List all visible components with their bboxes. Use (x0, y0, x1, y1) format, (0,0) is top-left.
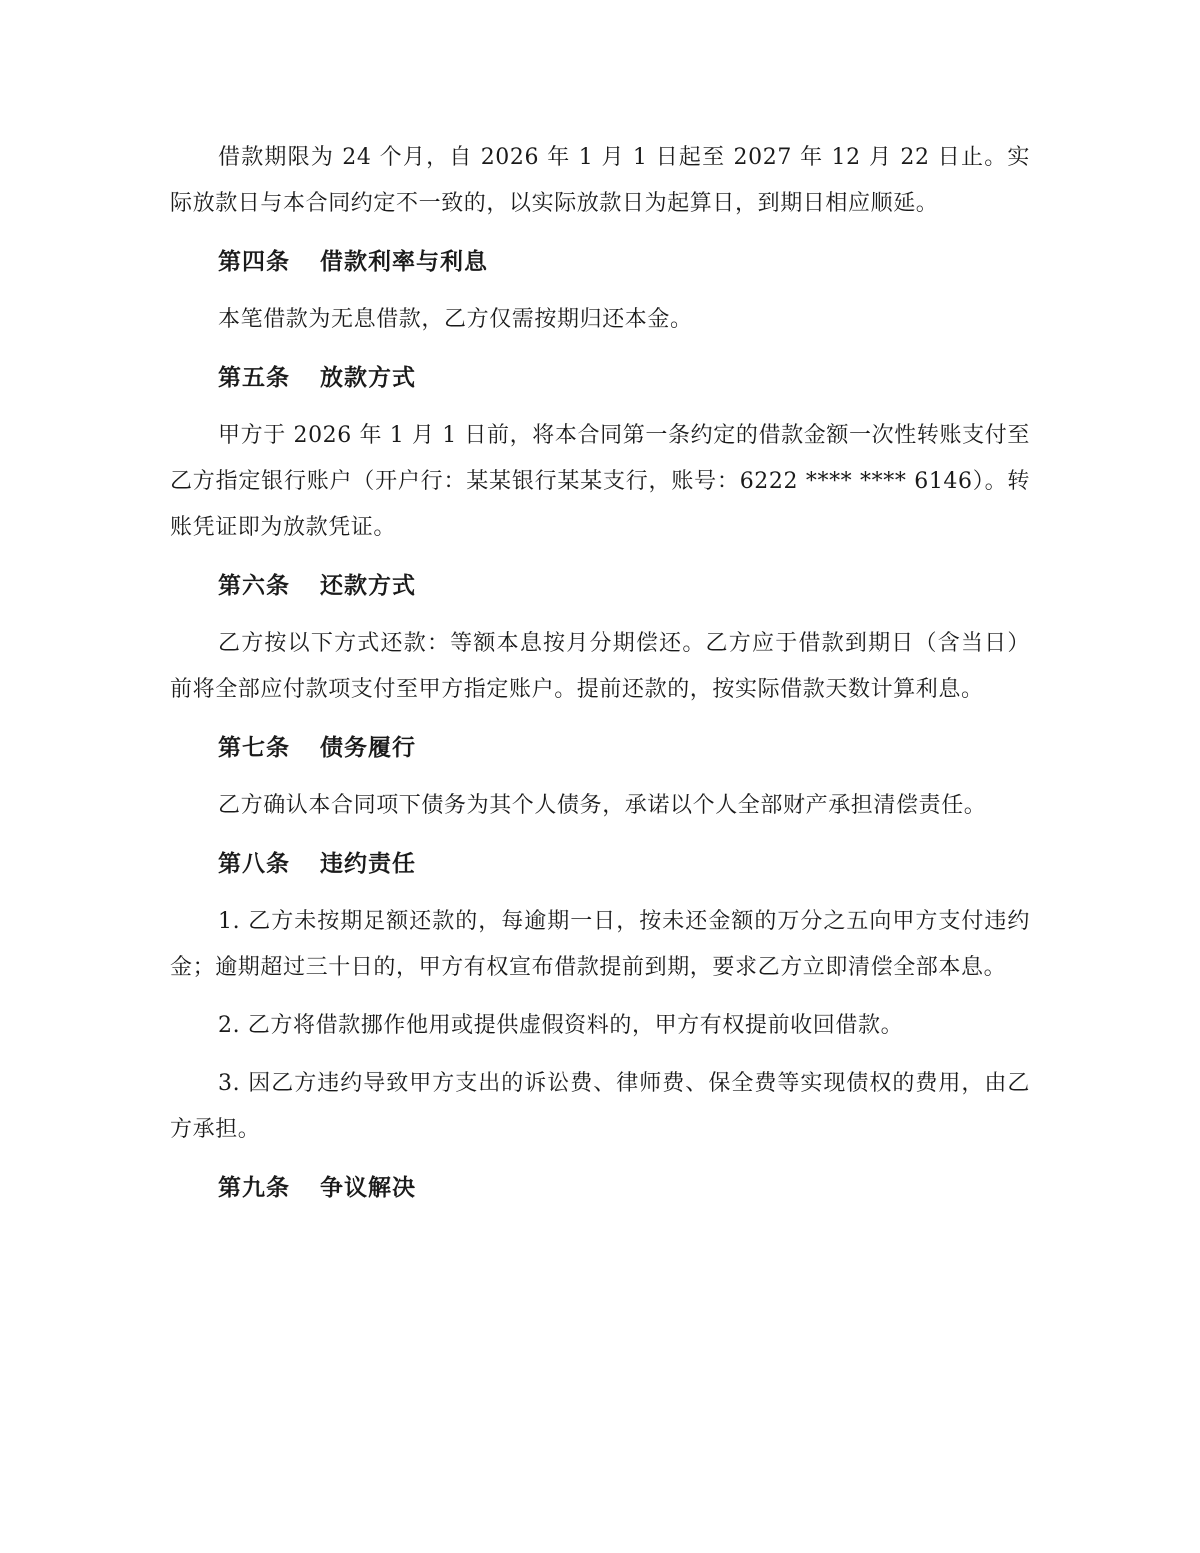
article5-heading (170, 355, 1030, 401)
article7-body: 乙方确认本合同项下债务为其个人债务，承诺以个人全部财产承担清偿责任。 (218, 793, 987, 818)
article7-title: 债务履行 (320, 734, 416, 761)
article5-number: 第五条 (218, 364, 290, 391)
article4-heading (170, 239, 1030, 285)
article8-item-1: 1. 乙方未按期足额还款的，每逾期一日，按未还金额的万分之五向甲方支付违约金；逾期超过三十日的，甲方有权宣布借款提前到期，要求乙方立即清偿全部本息。 (170, 909, 1030, 980)
article9-number: 第九条 (218, 1174, 290, 1201)
article8-title: 违约责任 (320, 850, 416, 877)
article8-item-3: 3. 因乙方违约导致甲方支出的诉讼费、律师费、保全费等实现债权的费用，由乙方承担。 (170, 1071, 1030, 1142)
article6-number: 第六条 (218, 572, 290, 599)
article9-heading (170, 1165, 1030, 1211)
article3-body: 借款期限为 24 个月，自 2026 年 1 月 1 日起至 2027 年 12 月 22 日止。实际放款日与本合同约定不一致的，以实际放款日为起算日，到期日相应顺延。 (170, 145, 1030, 216)
article9-title: 争议解决 (320, 1174, 416, 1201)
article7-number: 第七条 (218, 734, 290, 761)
article5-body: 甲方于 2026 年 1 月 1 日前，将本合同第一条约定的借款金额一次性转账支付至乙方指定银行账户（开户行：某某银行某某支行，账号：6222 **** **** 6146）。转账凭证即为放款凭证。 (170, 423, 1030, 540)
article6-body: 乙方按以下方式还款：等额本息按月分期偿还。乙方应于借款到期日（含当日）前将全部应付款项支付至甲方指定账户。提前还款的，按实际借款天数计算利息。 (170, 631, 1030, 702)
article6-title: 还款方式 (320, 572, 416, 599)
article8-heading (170, 841, 1030, 887)
article6-heading (170, 563, 1030, 609)
article8-number: 第八条 (218, 850, 290, 877)
article4-number: 第四条 (218, 248, 290, 275)
article7-heading (170, 725, 1030, 771)
document-body (170, 135, 1030, 1223)
article8-item-2: 2. 乙方将借款挪作他用或提供虚假资料的，甲方有权提前收回借款。 (218, 1013, 904, 1038)
article4-title: 借款利率与利息 (320, 248, 488, 275)
article5-title: 放款方式 (320, 364, 416, 391)
article4-body: 本笔借款为无息借款，乙方仅需按期归还本金。 (218, 307, 693, 332)
